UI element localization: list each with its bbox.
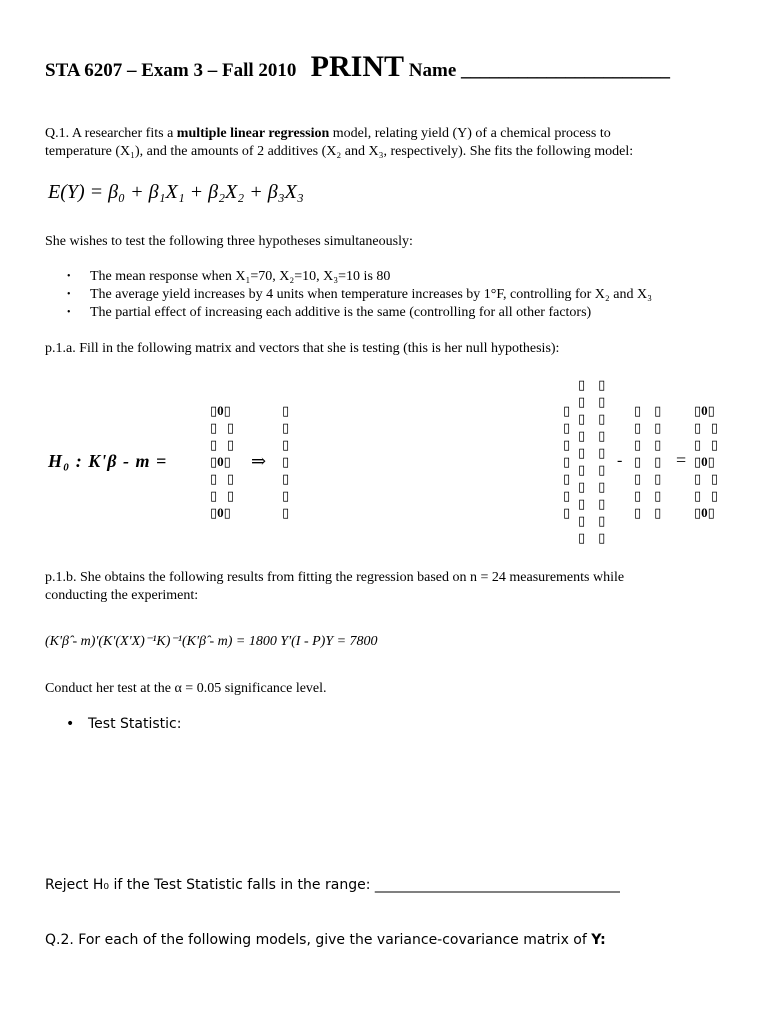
part-1a-prompt: p.1.a. Fill in the following matrix and vectors that she is testing (this is her null hypothesis): (45, 341, 560, 356)
name-blank[interactable]: ______________________ (461, 60, 670, 81)
zero-vector-right: ▯0▯ ▯ ▯ ▯ ▯ ▯0▯ ▯ ▯ ▯ ▯ ▯0▯ (694, 403, 719, 520)
zero-vector-left: ▯0▯ ▯ ▯ ▯ ▯ ▯0▯ ▯ ▯ ▯ ▯ ▯0▯ (210, 403, 235, 520)
course-title: STA 6207 – Exam 3 – Fall 2010 (45, 60, 297, 81)
list-item: • The mean response when X₁=70, X₂=10, X₃=10 is 80 (67, 269, 391, 284)
q1-bold-term: multiple linear regression (176, 126, 330, 141)
results-equation: (K'β̂ - m)'(K'(X'X)⁻¹K)⁻¹(K'β̂ - m) = 1800 Y'(I - P)Y = 7800 (45, 634, 378, 649)
equals-sign: = (676, 450, 687, 470)
reject-region-line: Reject H₀ if the Test Statistic falls in the range: ___________________________________ (45, 877, 620, 893)
list-item: • The average yield increases by 4 units when temperature increases by 1°F, controlling for X₂ and X₃ (67, 287, 653, 302)
reject-region-blank[interactable]: ___________________________________ (374, 877, 620, 893)
list-item: • The partial effect of increasing each additive is the same (controlling for all other factors) (67, 305, 592, 320)
implies-arrow: ⇒ (251, 451, 267, 471)
null-hypothesis-lhs: H₀ : K'β - m = (48, 451, 168, 471)
print-label: PRINT (310, 50, 405, 83)
beta-vector-bracket: ▯ ▯ ▯ ▯ ▯ ▯ ▯ ▯ ▯ ▯ ▯ ▯ ▯ ▯ ▯ ▯ ▯ ▯ ▯ ▯ (578, 377, 606, 545)
hypotheses-list (45, 268, 652, 322)
alpha-instruction: Conduct her test at the α = 0.05 significance level. (45, 681, 327, 696)
model-equation: E(Y) = β₀ + β₁X₁ + β₂X₂ + β₃X₃ (48, 181, 304, 203)
test-statistic-label: Test Statistic: (88, 716, 182, 732)
exam-header (45, 50, 670, 84)
name-label: Name (408, 60, 457, 81)
k-matrix-bracket: ▯ ▯ ▯ ▯ ▯ ▯ ▯ (563, 403, 571, 520)
hypotheses-intro: She wishes to test the following three hypotheses simultaneously: (45, 234, 413, 249)
test-statistic-item: • Test Statistic: (66, 716, 182, 732)
part-1b-prompt: p.1.b. She obtains the following results from fitting the regression based on n = 24 measurements while conducting the experiment: (45, 570, 625, 603)
minus-sign: - (617, 452, 623, 469)
m-vector-bracket: ▯ ▯ ▯ ▯ ▯ ▯ ▯ ▯ ▯ ▯ ▯ ▯ ▯ ▯ (634, 403, 662, 520)
q2-prompt: Q.2. For each of the following models, give the variance-covariance matrix of Y: (45, 932, 606, 948)
q1-intro-line2: temperature (X₁), and the amounts of 2 additives (X₂ and X₃, respectively). She fits the following model: (45, 144, 634, 159)
q1-intro: Q.1. A researcher fits a multiple linear regression model, relating yield (Y) of a chemical process to temperature (X₁), and the amounts of 2 additives (X₂ and X₃, respectively). She fits the following model: (45, 126, 634, 159)
blank-matrix-bracket: ▯ ▯ ▯ ▯ ▯ ▯ ▯ (282, 403, 290, 520)
